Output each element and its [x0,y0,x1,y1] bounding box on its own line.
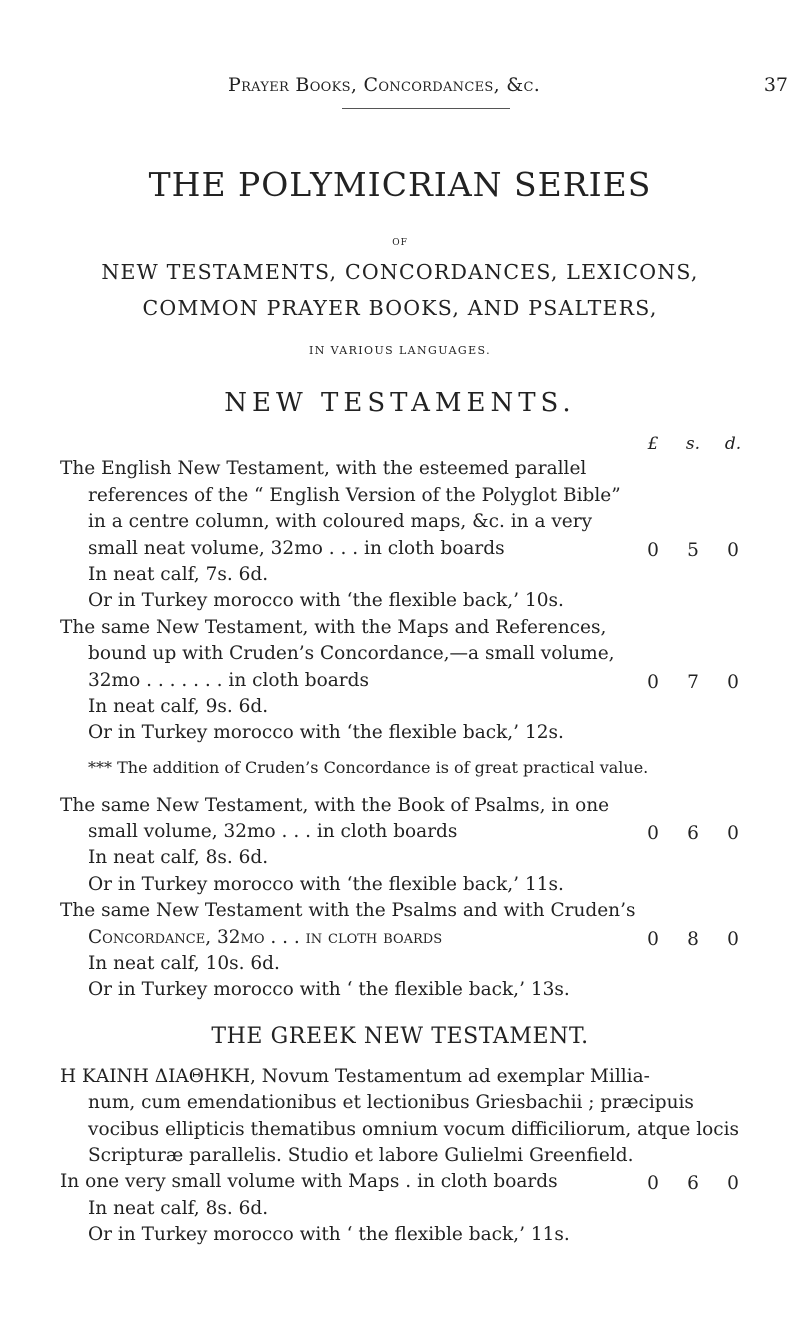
series-subtitle-line-2: COMMON PRAYER BOOKS, AND PSALTERS, [142,296,658,320]
series-languages: IN VARIOUS LANGUAGES. [309,344,491,357]
header-rule [342,108,510,109]
new-testaments-heading: NEW TESTAMENTS. [224,388,576,418]
running-head [228,74,688,96]
nt-line: references of the “ English Version of the Polyglot Bible” [88,485,621,506]
price-shillings: 5 [687,540,699,561]
series-title: THE POLYMICRIAN SERIES [148,165,652,204]
nt-line: Or in Turkey morocco with ‘the flexible back,’ 12s. [88,722,564,743]
nt-line: Or in Turkey morocco with ‘the flexible back,’ 10s. [88,590,564,611]
price-row [633,672,753,693]
nt-line: in a centre column, with coloured maps, &c. in a very [88,511,593,532]
price-pence: 0 [727,672,739,693]
series-subtitle-line-1: NEW TESTAMENTS, CONCORDANCES, LEXICONS, [101,260,699,284]
nt-line: Or in Turkey morocco with ‘the flexible back,’ 11s. [88,874,564,895]
price-pence: 0 [727,929,739,950]
nt-line: The same New Testament, with the Maps and References, [60,617,607,638]
price-shillings: 6 [687,1173,699,1194]
price-pence: 0 [727,823,739,844]
price-pounds: 0 [647,672,659,693]
price-shillings: 7 [687,672,699,693]
nt-line: In neat calf, 7s. 6d. [88,564,269,585]
page-number: 37 [763,74,788,96]
price-pence: 0 [727,540,739,561]
running-head-title: Prayer Books, Concordances, &c. [228,74,541,96]
nt-line: The same New Testament with the Psalms and with Cruden’s [60,900,636,921]
pence-header: d. [724,434,742,454]
nt-line: 32mo . . . . . . . in cloth boards [88,670,369,691]
price-shillings: 6 [687,823,699,844]
greek-line: Or in Turkey morocco with ‘ the flexible back,’ 11s. [88,1224,570,1245]
nt-line: small volume, 32mo . . . in cloth boards [88,821,458,842]
price-row [633,1173,753,1194]
price-pounds: 0 [647,929,659,950]
greek-line: Η ΚΑΙΝΗ ΔΙΑΘΗΚΗ, Novum Testamentum ad exemplar Millia- [60,1066,650,1087]
price-row [633,823,753,844]
nt-line: In neat calf, 10s. 6d. [88,953,280,974]
price-pence: 0 [727,1173,739,1194]
price-pounds: 0 [647,823,659,844]
greek-line: In one very small volume with Maps . in cloth boards [60,1171,558,1192]
pounds-header: £ [647,434,659,454]
series-of: OF [392,238,408,248]
nt-line: The English New Testament, with the esteemed parallel [60,458,587,479]
nt-line: Or in Turkey morocco with ‘ the flexible back,’ 13s. [88,979,570,1000]
greek-heading: THE GREEK NEW TESTAMENT. [211,1024,589,1049]
greek-line: Scripturæ parallelis. Studio et labore Gulielmi Greenfield. [88,1145,634,1166]
price-row [633,929,753,950]
nt-line: small neat volume, 32mo . . . in cloth boards [88,538,505,559]
currency-headers [633,434,753,454]
nt-line: In neat calf, 8s. 6d. [88,847,269,868]
price-shillings: 8 [687,929,699,950]
nt-line: bound up with Cruden’s Concordance,—a small volume, [88,643,615,664]
greek-line: num, cum emendationibus et lectionibus Griesbachii ; præcipuis [88,1092,694,1113]
price-pounds: 0 [647,540,659,561]
greek-line: vocibus ellipticis thematibus omnium vocum difficiliorum, atque locis [88,1119,740,1140]
nt-line: Concordance, 32mo . . . in cloth boards [88,927,443,948]
shillings-header: s. [685,434,701,454]
greek-line: In neat calf, 8s. 6d. [88,1198,269,1219]
price-pounds: 0 [647,1173,659,1194]
price-row [633,540,753,561]
cruden-note: *** The addition of Cruden’s Concordance is of great practical value. [88,758,649,777]
nt-line: In neat calf, 9s. 6d. [88,696,269,717]
nt-line: The same New Testament, with the Book of Psalms, in one [60,795,610,816]
